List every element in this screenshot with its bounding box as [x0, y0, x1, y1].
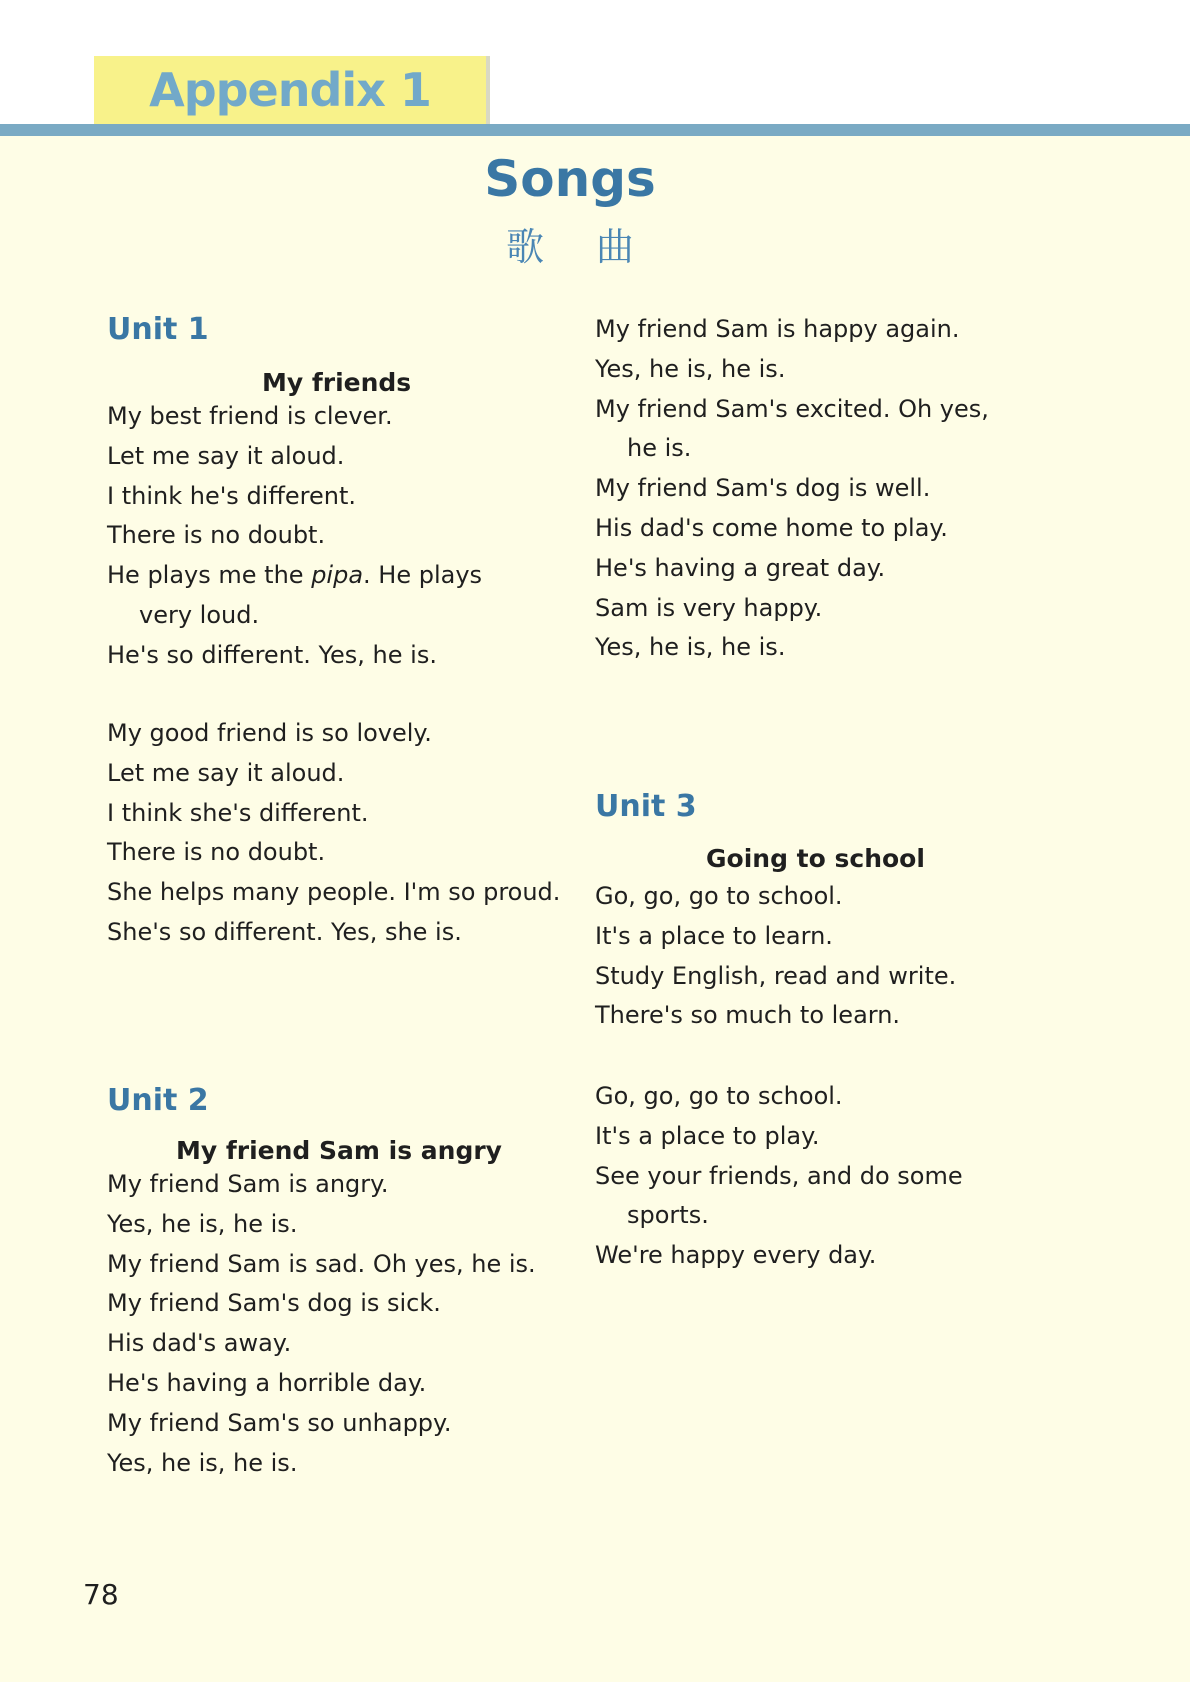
lyric-line: he is. [627, 434, 692, 463]
lyric-line: Yes, he is, he is. [107, 1209, 298, 1238]
lyric-line: My friend Sam is angry. [107, 1170, 389, 1198]
lyric-line: He's so different. Yes, he is. [107, 640, 437, 669]
lyric-line: My best friend is clever. [107, 402, 393, 430]
unit1-verse1 [107, 397, 482, 676]
unit2-verse1 [107, 1165, 536, 1483]
lyric-line: very loud. [139, 600, 260, 629]
page-title: Songs [484, 150, 656, 208]
lyric-line: It's a place to play. [595, 1121, 820, 1150]
lyric-line: He's having a great day. [595, 553, 886, 582]
lyric-line: We're happy every day. [595, 1241, 877, 1270]
lyric-line: His dad's away. [107, 1329, 292, 1358]
lyric-line: Study English, read and write. [595, 961, 957, 990]
appendix-tab [94, 56, 486, 124]
lyric-line: Yes, he is, he is. [595, 354, 786, 383]
lyric-line: My friend Sam is happy again. [595, 315, 960, 343]
lyric-line: She's so different. Yes, she is. [107, 917, 462, 946]
lyric-line: I think she's different. [107, 798, 369, 827]
unit3-verse1 [595, 877, 956, 1036]
unit2-song-title: My friend Sam is angry [176, 1136, 502, 1165]
unit3-song-title: Going to school [706, 844, 925, 873]
lyric-line: Go, go, go to school. [595, 882, 843, 910]
lyric-line: See your friends, and do some [595, 1161, 963, 1190]
unit1-verse2 [107, 714, 560, 953]
lyric-line: Sam is very happy. [595, 593, 823, 622]
lyric-line: sports. [627, 1201, 709, 1230]
unit1-heading: Unit 1 [107, 312, 209, 347]
lyric-line: My friend Sam's so unhappy. [107, 1408, 452, 1437]
page-subtitle: 歌曲 [505, 225, 686, 269]
lyric-line: My friend Sam's excited. Oh yes, [595, 394, 989, 423]
lyric-line: My good friend is so lovely. [107, 719, 432, 747]
lyric-line: My friend Sam is sad. Oh yes, he is. [107, 1249, 536, 1278]
page-number: 78 [83, 1578, 119, 1611]
unit2-verse2 [595, 310, 989, 668]
lyric-line: She helps many people. I'm so proud. [107, 878, 561, 907]
lyric-line: My friend Sam's dog is sick. [107, 1289, 441, 1318]
unit2-heading: Unit 2 [107, 1083, 209, 1118]
lyric-line: Yes, he is, he is. [595, 633, 786, 662]
lyric-line: Go, go, go to school. [595, 1082, 843, 1110]
lyric-line: My friend Sam's dog is well. [595, 474, 931, 503]
lyric-line: Let me say it aloud. [107, 758, 345, 787]
lyric-line: There is no doubt. [107, 838, 326, 867]
unit1-song-title: My friends [262, 368, 412, 397]
lyric-line: I think he's different. [107, 481, 356, 510]
lyric-line: There is no doubt. [107, 521, 326, 550]
unit3-heading: Unit 3 [595, 789, 697, 824]
unit3-verse2 [595, 1077, 963, 1276]
lyric-line: His dad's come home to play. [595, 513, 948, 542]
lyric-line: It's a place to learn. [595, 921, 833, 950]
lyric-line: There's so much to learn. [595, 1001, 901, 1030]
lyric-line: Let me say it aloud. [107, 441, 345, 470]
lyric-line: Yes, he is, he is. [107, 1448, 298, 1477]
lyric-line: He's having a horrible day. [107, 1368, 427, 1397]
appendix-label: Appendix 1 [149, 63, 431, 117]
header-rule [0, 124, 1190, 136]
lyric-line: He plays me the pipa. He plays [107, 561, 483, 590]
